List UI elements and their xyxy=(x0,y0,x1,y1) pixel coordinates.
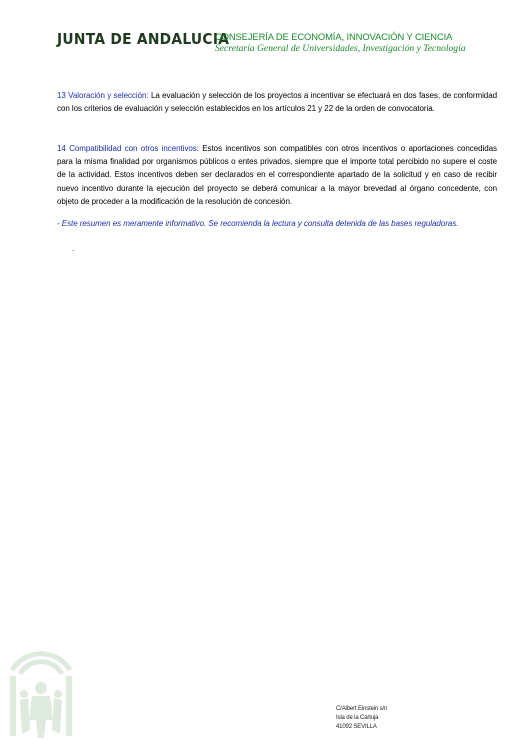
section-14-compatibilidad xyxy=(57,142,497,208)
section-body: La evaluación y selección de los proyectos a incentivar se efectuará en dos fases, de conformidad con los criterios de evaluación y selección establecidos en los artículos 21 y 22 de la orden de convocatoria. xyxy=(57,91,497,114)
section-13-valoracion xyxy=(57,89,497,115)
secretariat-name: Secretaría General de Universidades, Investigación y Tecnología xyxy=(215,43,466,54)
footer-address xyxy=(336,705,387,732)
address-line: C/Albert Einstein s/n xyxy=(336,706,388,712)
junta-andalucia-emblem-icon xyxy=(6,630,76,742)
stray-mark: . xyxy=(72,244,75,253)
section-body: Estos incentivos son compatibles con otros incentivos o aportaciones concedidas para la misma finalidad por organismos públicos o entes privados, siempre que el importe total percibido no supere el coste de la actividad. Estos incentivos deben ser declarados en el correspondiente apartado de la solicitud y en caso de recibir nuevo incentivo durante la ejecución del proyecto se deberá comunicar a la mayor brevedad al órgano concedente, con objeto de proceder a la modificación de la resolución de concesión. xyxy=(57,144,497,206)
junta-logo-wordmark: JUNTA DE ANDALUCIA xyxy=(57,30,230,48)
department-name: CONSEJERÍA DE ECONOMÍA, INNOVACIÓN Y CIENCIA xyxy=(215,31,453,42)
section-heading: 13 Valoración y selección: xyxy=(57,91,149,100)
disclaimer-note: - Este resumen es meramente informativo. Se recomienda la lectura y consulta detenida de las bases reguladoras. xyxy=(57,219,459,228)
address-line: Isla de la Cartuja xyxy=(336,715,379,721)
address-line: 41092 SEVILLA xyxy=(336,724,377,730)
section-heading: 14 Compatibilidad con otros incentivos: xyxy=(57,144,199,153)
